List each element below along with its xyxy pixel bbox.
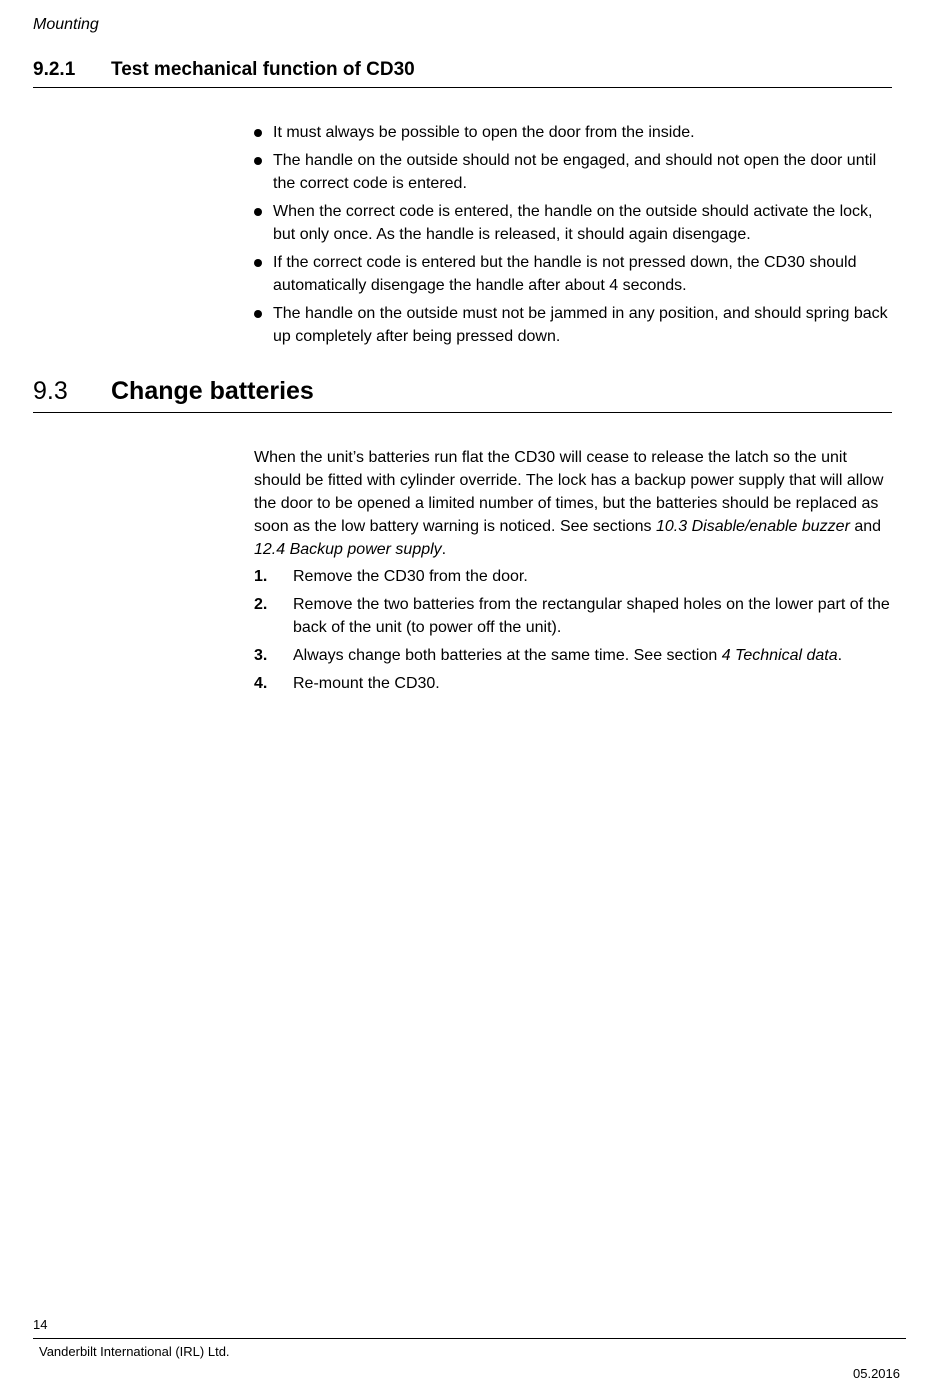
- running-header: Mounting: [33, 16, 99, 33]
- step-item: [254, 672, 896, 695]
- list-item: [254, 302, 894, 348]
- section-title: Test mechanical function of CD30: [111, 59, 415, 80]
- step-number: 2.: [254, 596, 268, 613]
- list-item-text: The handle on the outside must not be jammed in any position, and should spring back up completely after being pressed down.: [273, 305, 888, 345]
- step-end: .: [837, 647, 843, 664]
- step-item: [254, 593, 896, 639]
- list-item-text: It must always be possible to open the door from the inside.: [273, 124, 695, 141]
- step-item: [254, 644, 896, 667]
- battery-steps: [254, 565, 896, 700]
- bullet-icon: [254, 259, 262, 267]
- intro-end: .: [441, 541, 447, 558]
- section-heading-9-3: [33, 377, 892, 413]
- section-reference-link: 12.4 Backup power supply: [254, 541, 442, 558]
- bullet-icon: [254, 310, 262, 318]
- section-heading-9-2-1: [33, 59, 892, 88]
- footer-company: Vanderbilt International (IRL) Ltd.: [39, 1344, 230, 1359]
- list-item: [254, 121, 894, 144]
- bullet-icon: [254, 129, 262, 137]
- section-number: 9.3: [33, 377, 68, 405]
- list-item-text: If the correct code is entered but the handle is not pressed down, the CD30 should automatically disengage the handle after about 4 seconds.: [273, 254, 857, 294]
- page-number: 14: [33, 1317, 48, 1332]
- intro-text: When the unit’s batteries run flat the CD30 will cease to release the latch so the unit should be fitted with cylinder override. The lock has a backup power supply that will allow the door to be opened a limited number of times, but the batteries should be replaced as soon as the low battery warning is noticed. See sections: [254, 449, 884, 535]
- step-number: 1.: [254, 568, 268, 585]
- section-reference-link: 4 Technical data: [721, 647, 838, 664]
- step-number: 4.: [254, 675, 268, 692]
- intro-paragraph: [254, 446, 894, 561]
- list-item-text: The handle on the outside should not be engaged, and should not open the door until the correct code is entered.: [273, 152, 877, 192]
- list-item: [254, 200, 894, 246]
- bullet-icon: [254, 208, 262, 216]
- test-checklist: [254, 121, 894, 353]
- footer-divider: [33, 1338, 906, 1339]
- list-item: [254, 251, 894, 297]
- step-text: Always change both batteries at the same time. See section: [293, 647, 722, 664]
- section-reference-link: 10.3 Disable/enable buzzer: [656, 518, 850, 535]
- step-text: Remove the two batteries from the rectangular shaped holes on the lower part of the back of the unit (to power off the unit).: [293, 596, 890, 636]
- section-number: 9.2.1: [33, 59, 76, 80]
- step-item: [254, 565, 896, 588]
- list-item: [254, 149, 894, 195]
- intro-conjunction: and: [849, 518, 882, 535]
- step-text: Re-mount the CD30.: [293, 675, 440, 692]
- list-item-text: When the correct code is entered, the handle on the outside should activate the lock, but only once. As the handle is released, it should again disengage.: [273, 203, 873, 243]
- step-number: 3.: [254, 647, 268, 664]
- step-text: Remove the CD30 from the door.: [293, 568, 528, 585]
- footer-date: 05.2016: [853, 1366, 900, 1381]
- section-title: Change batteries: [111, 377, 314, 405]
- bullet-icon: [254, 157, 262, 165]
